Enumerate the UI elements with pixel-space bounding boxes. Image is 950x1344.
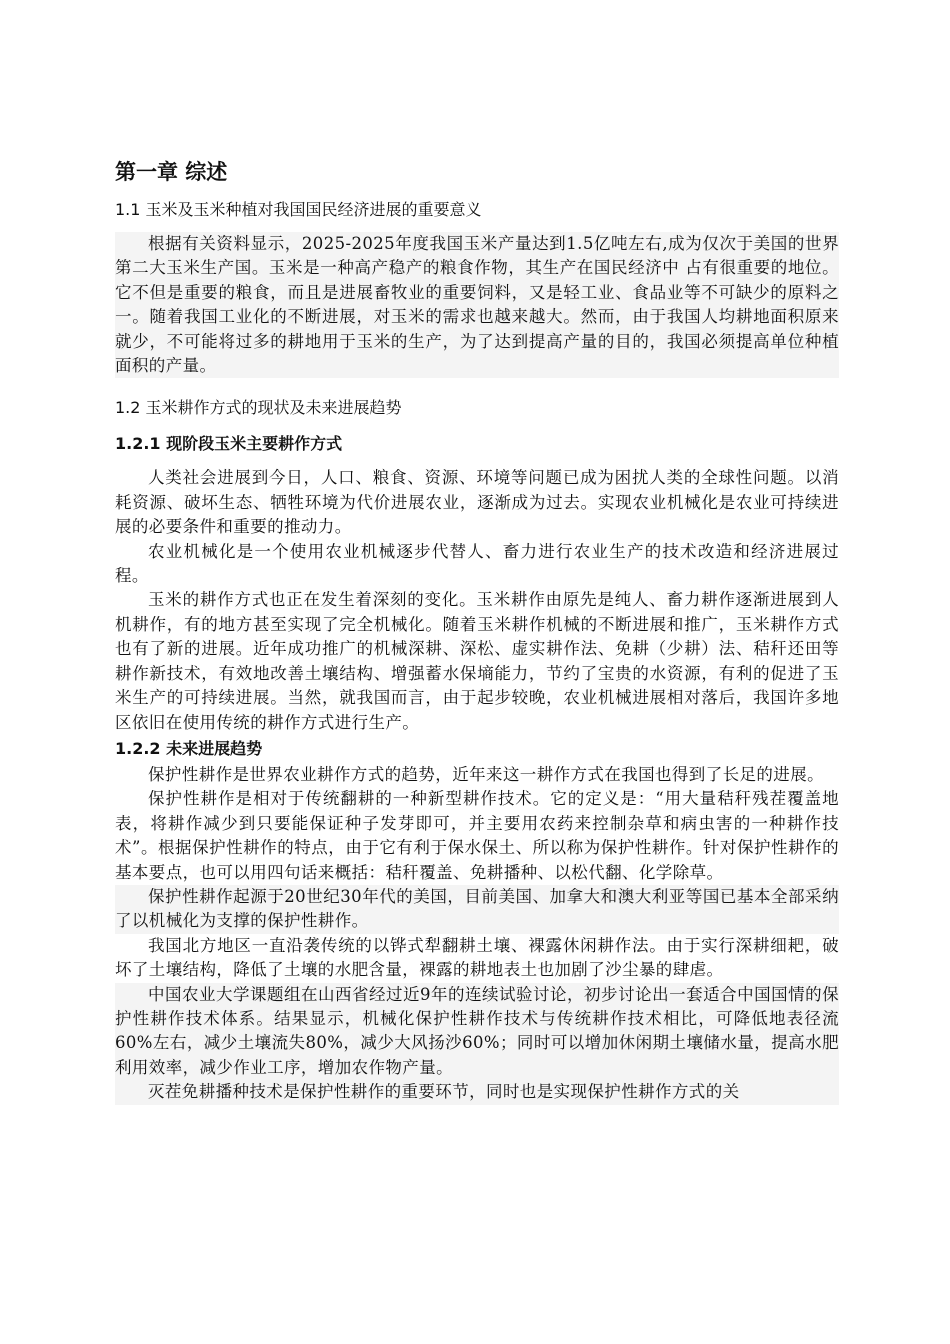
section-heading-1-2: 1.2 玉米耕作方式的现状及未来进展趋势 — [115, 398, 402, 418]
paragraph: 根据有关资料显示，2025-2025年度我国玉米产量达到1.5亿吨左右,成为仅次于美国的世界第二大玉米生产国。玉米是一种高产稳产的粮食作物，其生产在国民经济中 占有很重要的地位。它不但是重要的粮食，而且是进展畜牧业的重要饲料，又是轻工业、食品业等不可缺少的原料之一。随着我国工业化的不断进展，对玉米的需求也越来越大。然而，由于我国人均耕地面积原来就少，不可能将过多的耕地用于玉米的生产，为了达到提高产量的目的，我国必须提高单位种植面积的产量。 — [115, 232, 839, 378]
section-heading-1-2-1: 1.2.1 现阶段玉米主要耕作方式 — [115, 434, 343, 454]
paragraph: 人类社会进展到今日，人口、粮食、资源、环境等问题已成为困扰人类的全球性问题。以消耗资源、破坏生态、牺牲环境为代价进展农业，逐渐成为过去。实现农业机械化是农业可持续进展的必要条件和重要的推动力。 — [115, 468, 839, 537]
section-heading-1-2-2: 1.2.2 未来进展趋势 — [115, 738, 263, 758]
chapter-title: 第一章 综述 — [115, 160, 228, 184]
paragraph: 农业机械化是一个使用农业机械逐步代替人、畜力进行农业生产的技术改造和经济进展过程。 — [115, 541, 839, 586]
paragraph: 灭茬免耕播种技术是保护性耕作的重要环节，同时也是实现保护性耕作方式的关 — [115, 1080, 839, 1104]
paragraph: 我国北方地区一直沿袭传统的以铧式犁翻耕土壤、裸露休闲耕作法。由于实行深耕细耙，破坏了土壤结构，降低了土壤的水肥含量，裸露的耕地表土也加剧了沙尘暴的肆虐。 — [115, 935, 839, 980]
section-heading-1-1: 1.1 玉米及玉米种植对我国国民经济进展的重要意义 — [115, 200, 482, 219]
paragraph: 保护性耕作起源于20世纪30年代的美国，目前美国、加拿大和澳大利亚等国已基本全部采纳了以机械化为支撑的保护性耕作。 — [115, 885, 839, 934]
document-body — [115, 152, 839, 1105]
paragraph: 玉米的耕作方式也正在发生着深刻的变化。玉米耕作由原先是纯人、畜力耕作逐渐进展到人机耕作，有的地方甚至实现了完全机械化。随着玉米耕作机械的不断进展和推广，玉米耕作方式也有了新的进展。近年成功推广的机械深耕、深松、虚实耕作法、免耕（少耕）法、秸秆还田等耕作新技术，有效地改善土壤结构、增强蓄水保墒能力，节约了宝贵的水资源，有利的促进了玉米生产的可持续进展。当然，就我国而言，由于起步较晚，农业机械进展相对落后，我国许多地区依旧在使用传统的耕作方式进行生产。 — [115, 590, 839, 732]
paragraph: 保护性耕作是相对于传统翻耕的一种新型耕作技术。它的定义是：“用大量秸秆残茬覆盖地表，将耕作减少到只要能保证种子发芽即可，并主要用农药来控制杂草和病虫害的一种耕作技术”。根据保护性耕作的特点，由于它有利于保水保土、所以称为保护性耕作。针对保护性耕作的基本要点，也可以用四句话来概括：秸秆覆盖、免耕播种、以松代翻、化学除草。 — [115, 789, 839, 882]
paragraph: 中国农业大学课题组在山西省经过近9年的连续试验讨论，初步讨论出一套适合中国国情的保护性耕作技术体系。结果显示，机械化保护性耕作技术与传统耕作技术相比，可降低地表径流60%左右，减少土壤流失80%，减少大风扬沙60%；同时可以增加休闲期土壤储水量，提高水肥利用效率，减少作业工序，增加农作物产量。 — [115, 983, 839, 1081]
paragraph: 保护性耕作是世界农业耕作方式的趋势，近年来这一耕作方式在我国也得到了长足的进展。 — [148, 764, 824, 784]
